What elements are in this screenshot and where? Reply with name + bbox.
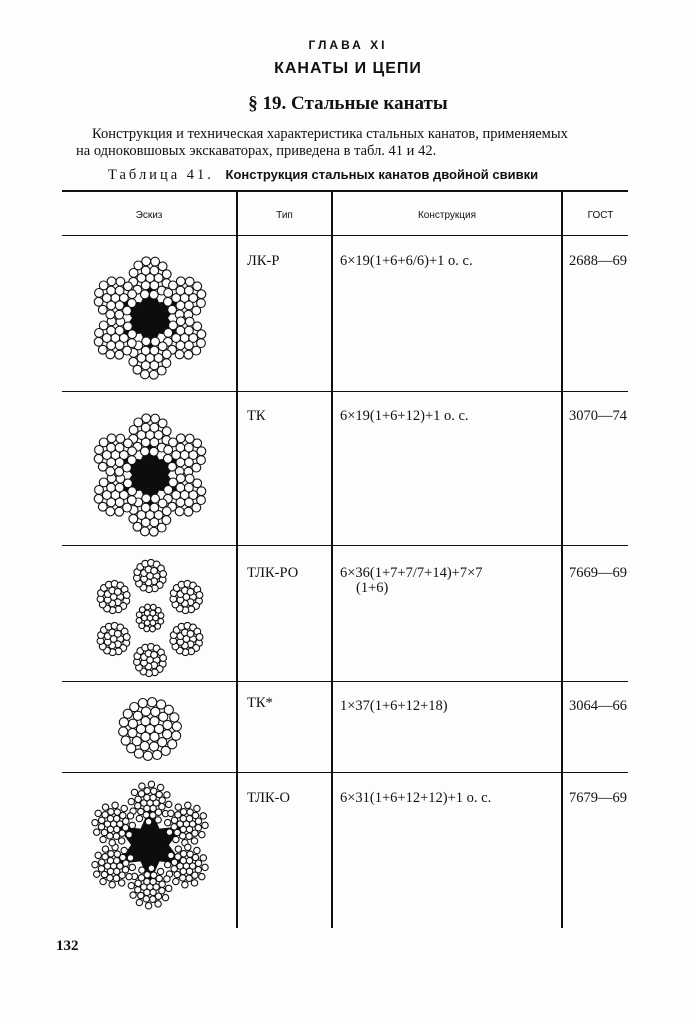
- row-type: ТК: [247, 408, 266, 424]
- column-divider: [236, 191, 238, 928]
- row-gost: 3064—66: [569, 698, 627, 714]
- wire: [197, 487, 206, 496]
- wire: [199, 873, 205, 879]
- wire: [191, 838, 197, 844]
- rope-sketch: [70, 775, 230, 915]
- wire: [121, 736, 130, 745]
- wire: [199, 831, 205, 837]
- wire: [142, 337, 151, 346]
- wire: [136, 618, 142, 624]
- row-construction-cont: (1+6): [356, 580, 389, 596]
- column-divider: [561, 191, 563, 928]
- wire: [129, 864, 135, 870]
- wire: [126, 873, 132, 879]
- wire: [175, 846, 181, 852]
- wire: [200, 855, 206, 861]
- wire: [109, 882, 115, 888]
- wire: [115, 467, 124, 476]
- wire: [150, 503, 159, 512]
- wire: [180, 851, 186, 857]
- wire: [145, 903, 151, 909]
- wire: [185, 326, 194, 335]
- wire: [138, 699, 147, 708]
- wire: [180, 809, 186, 815]
- wire: [150, 717, 159, 726]
- wire: [176, 474, 185, 483]
- wire: [172, 731, 181, 740]
- wire: [200, 813, 206, 819]
- wire: [196, 592, 203, 599]
- wire: [150, 794, 156, 800]
- wire: [115, 507, 124, 516]
- row-construction: 1×37(1+6+12+18): [340, 698, 448, 714]
- wire: [129, 514, 138, 523]
- row-gost: 2688—69: [569, 253, 627, 269]
- wire: [186, 857, 192, 863]
- wire: [148, 781, 154, 787]
- wire: [145, 604, 151, 610]
- wire: [164, 454, 173, 463]
- wire: [150, 423, 159, 432]
- wire: [164, 792, 170, 798]
- wire: [100, 836, 106, 842]
- wire: [165, 819, 171, 825]
- wire: [108, 809, 114, 815]
- wire: [162, 350, 171, 359]
- wire: [184, 507, 193, 516]
- wire: [166, 829, 172, 835]
- row-type: ЛК-Р: [247, 253, 280, 269]
- row-gost: 3070—74: [569, 408, 627, 424]
- wire: [123, 634, 130, 641]
- wire: [197, 330, 206, 339]
- wire: [150, 878, 156, 884]
- wire: [102, 804, 108, 810]
- wire: [196, 634, 203, 641]
- wire: [157, 868, 163, 874]
- wire: [185, 802, 191, 808]
- wire: [139, 867, 145, 873]
- wire: [150, 610, 156, 616]
- wire: [176, 277, 185, 286]
- wire: [185, 286, 194, 295]
- wire: [129, 357, 138, 366]
- row-divider: [62, 391, 628, 392]
- wire: [115, 350, 124, 359]
- wire: [162, 507, 171, 516]
- chapter-heading: ГЛАВА XI: [308, 38, 388, 52]
- wire: [126, 831, 132, 837]
- wire: [194, 805, 200, 811]
- wire: [191, 880, 197, 886]
- wire: [123, 860, 129, 866]
- wire: [159, 881, 165, 887]
- wire: [162, 270, 171, 279]
- wire: [128, 487, 137, 496]
- wire: [155, 817, 161, 823]
- wire: [195, 818, 201, 824]
- wire: [186, 815, 192, 821]
- wire: [128, 330, 137, 339]
- wire: [107, 434, 116, 443]
- wire: [185, 443, 194, 452]
- wire: [150, 896, 156, 902]
- wire: [130, 703, 139, 712]
- wire: [114, 857, 120, 863]
- wire: [194, 847, 200, 853]
- wire: [150, 346, 159, 355]
- row-gost: 7669—69: [569, 565, 627, 581]
- wire: [115, 310, 124, 319]
- header-construction: Конструкция: [417, 210, 477, 221]
- wire: [115, 443, 124, 452]
- wire: [94, 454, 103, 463]
- wire: [94, 494, 103, 503]
- wire: [176, 434, 185, 443]
- wire: [115, 483, 124, 492]
- row-construction: 6×36(1+7+7/7+14)+7×7: [340, 565, 483, 581]
- wire: [121, 805, 127, 811]
- wire: [186, 875, 192, 881]
- wire: [157, 784, 163, 790]
- wire: [176, 317, 185, 326]
- wire: [164, 876, 170, 882]
- wire: [186, 833, 192, 839]
- wire: [113, 875, 119, 881]
- wire: [160, 655, 167, 662]
- wire: [119, 718, 128, 727]
- row-type: ТЛК-РО: [247, 565, 299, 581]
- wire: [175, 804, 181, 810]
- wire: [94, 829, 100, 835]
- wire: [142, 494, 151, 503]
- wire: [173, 836, 179, 842]
- wire: [128, 447, 137, 456]
- row-construction: 6×31(1+6+12+12)+1 о. с.: [340, 790, 492, 806]
- wire: [123, 592, 130, 599]
- header-gost: ГОСТ: [587, 210, 614, 221]
- intro-line-2: на одноковшовых экскаваторах, приведена в табл. 41 и 42.: [76, 143, 437, 159]
- wire: [202, 822, 208, 828]
- wire: [148, 698, 157, 707]
- wire: [119, 727, 128, 736]
- wire: [161, 746, 170, 755]
- wire: [95, 852, 101, 858]
- wire: [127, 855, 133, 861]
- wire: [202, 864, 208, 870]
- header-bottom-rule: [62, 235, 628, 236]
- wire: [150, 626, 156, 632]
- wire: [131, 789, 137, 795]
- wire: [149, 370, 158, 379]
- wire: [135, 887, 141, 893]
- wire: [149, 527, 158, 536]
- wire: [148, 865, 154, 871]
- table-caption: [108, 167, 628, 184]
- section-title: § 19. Стальные канаты: [248, 93, 448, 114]
- wire: [128, 882, 134, 888]
- wire: [166, 801, 172, 807]
- wire: [163, 720, 172, 729]
- wire: [184, 350, 193, 359]
- wire: [162, 894, 168, 900]
- intro-line-1: Конструкция и техническая характеристика стальных канатов, применяемых: [92, 126, 568, 142]
- wire: [144, 872, 150, 878]
- wire: [149, 742, 158, 751]
- wire: [195, 860, 201, 866]
- wire: [94, 297, 103, 306]
- wire: [107, 277, 116, 286]
- table-top-rule: [62, 190, 628, 192]
- wire: [141, 707, 150, 716]
- wire: [165, 861, 171, 867]
- header-sketch: Эскиз: [135, 210, 163, 221]
- rope-sketch: [70, 684, 230, 774]
- wire: [143, 751, 152, 760]
- wire: [98, 866, 104, 872]
- wire: [158, 613, 164, 619]
- wire: [164, 297, 173, 306]
- wire: [142, 414, 151, 423]
- wire: [123, 818, 129, 824]
- wire: [121, 847, 127, 853]
- wire: [168, 852, 174, 858]
- wire: [149, 447, 158, 456]
- wire: [127, 813, 133, 819]
- rope-sketch: [70, 248, 230, 388]
- row-construction: 6×19(1+6+12)+1 о. с.: [340, 408, 469, 424]
- wire: [150, 812, 156, 818]
- wire: [115, 326, 124, 335]
- wire: [197, 447, 206, 456]
- column-divider: [331, 191, 333, 928]
- wire: [166, 885, 172, 891]
- wire: [119, 880, 125, 886]
- wire: [128, 290, 137, 299]
- wire: [185, 483, 194, 492]
- wire: [136, 815, 142, 821]
- wire: [100, 878, 106, 884]
- wire: [155, 901, 161, 907]
- wire: [182, 882, 188, 888]
- rope-sketch: [70, 405, 230, 545]
- wire: [109, 840, 115, 846]
- wire: [94, 871, 100, 877]
- wire: [159, 797, 165, 803]
- wire: [129, 822, 135, 828]
- wire: [160, 571, 167, 578]
- wire: [168, 810, 174, 816]
- wire: [153, 750, 162, 759]
- rope-sketch: [70, 548, 230, 688]
- wire: [113, 833, 119, 839]
- wire: [149, 290, 158, 299]
- wire: [135, 803, 141, 809]
- wire: [114, 815, 120, 821]
- wire: [92, 819, 98, 825]
- row-type: ТК*: [247, 695, 273, 711]
- wire: [171, 824, 177, 830]
- wire: [128, 728, 137, 737]
- page-number: 132: [56, 938, 79, 954]
- wire: [144, 788, 150, 794]
- wire: [172, 722, 181, 731]
- wire: [119, 838, 125, 844]
- wire: [197, 290, 206, 299]
- wire: [92, 861, 98, 867]
- wire: [108, 851, 114, 857]
- row-type: ТЛК-О: [247, 790, 290, 806]
- wire: [102, 846, 108, 852]
- wire: [145, 819, 151, 825]
- wire: [150, 266, 159, 275]
- wire: [95, 810, 101, 816]
- wire: [139, 783, 145, 789]
- wire: [112, 802, 118, 808]
- row-construction: 6×19(1+6+6/6)+1 о. с.: [340, 253, 473, 269]
- header-type: Тип: [276, 210, 293, 221]
- wire: [173, 878, 179, 884]
- wire: [185, 844, 191, 850]
- table-label: Таблица 41.: [108, 167, 214, 183]
- wire: [128, 798, 134, 804]
- wire: [170, 713, 179, 722]
- wire: [136, 899, 142, 905]
- wire: [130, 892, 136, 898]
- wire: [171, 866, 177, 872]
- chapter-title: КАНАТЫ И ЦЕПИ: [274, 60, 422, 77]
- wire: [94, 337, 103, 346]
- wire: [162, 427, 171, 436]
- row-divider: [62, 545, 628, 546]
- wire: [115, 286, 124, 295]
- wire: [98, 824, 104, 830]
- intro-paragraph: [76, 126, 642, 160]
- wire: [142, 257, 151, 266]
- row-gost: 7679—69: [569, 790, 627, 806]
- table-title: Конструкция стальных канатов двойной свивки: [225, 167, 539, 182]
